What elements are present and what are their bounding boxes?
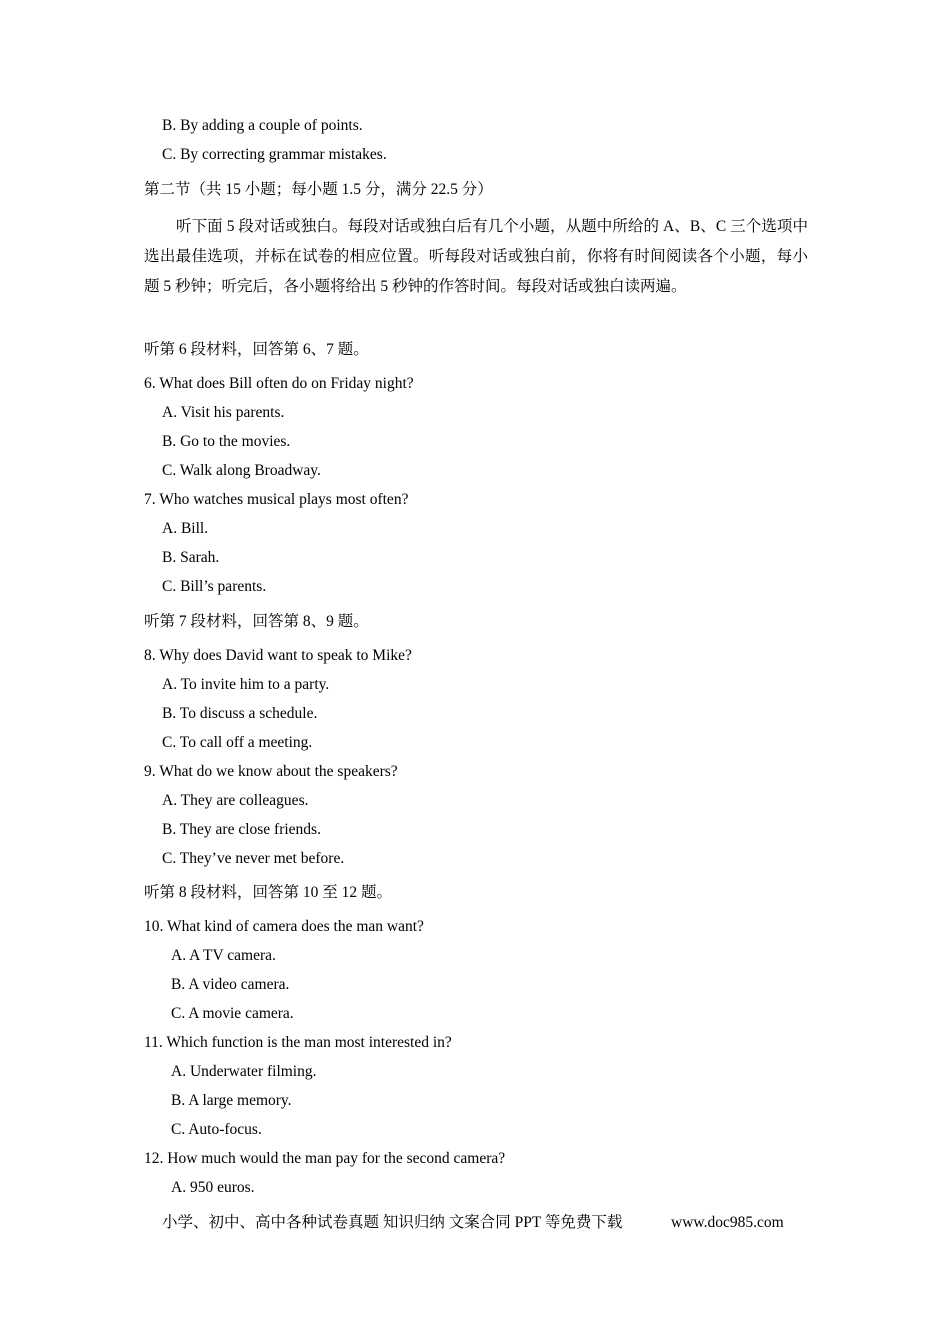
q10-option-c: C. A movie camera.: [171, 1005, 294, 1022]
footer-website-link[interactable]: www.doc985.com: [671, 1214, 784, 1231]
option-c: C. By correcting grammar mistakes.: [162, 146, 387, 163]
q10-option-b: B. A video camera.: [171, 976, 290, 993]
instructions-paragraph: 听下面 5 段对话或独白。每段对话或独白后有几个小题，从题中所给的 A、B、C 三个选项中选出最佳选项，并标在试卷的相应位置。听每段对话或独白前，你将有时间阅读各个小题，每小题 5 秒钟；听完后，各小题将给出 5 秒钟的作答时间。每段对话或独白读两遍。: [144, 218, 808, 295]
q11-option-c: C. Auto-focus.: [171, 1121, 262, 1138]
section-title: 第二节（共 15 小题；每小题 1.5 分，满分 22.5 分）: [144, 181, 493, 198]
group-heading-8: 听第 8 段材料，回答第 10 至 12 题。: [144, 884, 393, 901]
q9-option-b: B. They are close friends.: [162, 821, 321, 838]
question-7: 7. Who watches musical plays most often?: [144, 491, 409, 508]
group-heading-6: 听第 6 段材料，回答第 6、7 题。: [144, 341, 369, 358]
q6-option-a: A. Visit his parents.: [162, 404, 285, 421]
q9-option-a: A. They are colleagues.: [162, 792, 309, 809]
q9-option-c: C. They’ve never met before.: [162, 850, 345, 867]
footer-promo-text: 小学、初中、高中各种试卷真题 知识归纳 文案合同 PPT 等免费下载: [162, 1214, 623, 1231]
q7-option-c: C. Bill’s parents.: [162, 578, 267, 595]
q11-option-b: B. A large memory.: [171, 1092, 292, 1109]
q6-option-c: C. Walk along Broadway.: [162, 462, 321, 479]
q8-option-a: A. To invite him to a party.: [162, 676, 330, 693]
question-11: 11. Which function is the man most interested in?: [144, 1034, 452, 1051]
question-9: 9. What do we know about the speakers?: [144, 763, 398, 780]
q8-option-b: B. To discuss a schedule.: [162, 705, 318, 722]
q11-option-a: A. Underwater filming.: [171, 1063, 317, 1080]
q6-option-b: B. Go to the movies.: [162, 433, 291, 450]
question-8: 8. Why does David want to speak to Mike?: [144, 647, 412, 664]
question-12: 12. How much would the man pay for the second camera?: [144, 1150, 506, 1167]
q7-option-b: B. Sarah.: [162, 549, 220, 566]
q8-option-c: C. To call off a meeting.: [162, 734, 313, 751]
group-heading-7: 听第 7 段材料，回答第 8、9 题。: [144, 613, 369, 630]
question-6: 6. What does Bill often do on Friday night?: [144, 375, 414, 392]
q7-option-a: A. Bill.: [162, 520, 209, 537]
option-b: B. By adding a couple of points.: [162, 117, 363, 134]
question-10: 10. What kind of camera does the man want?: [144, 918, 424, 935]
q12-option-a: A. 950 euros.: [171, 1179, 255, 1196]
q10-option-a: A. A TV camera.: [171, 947, 276, 964]
